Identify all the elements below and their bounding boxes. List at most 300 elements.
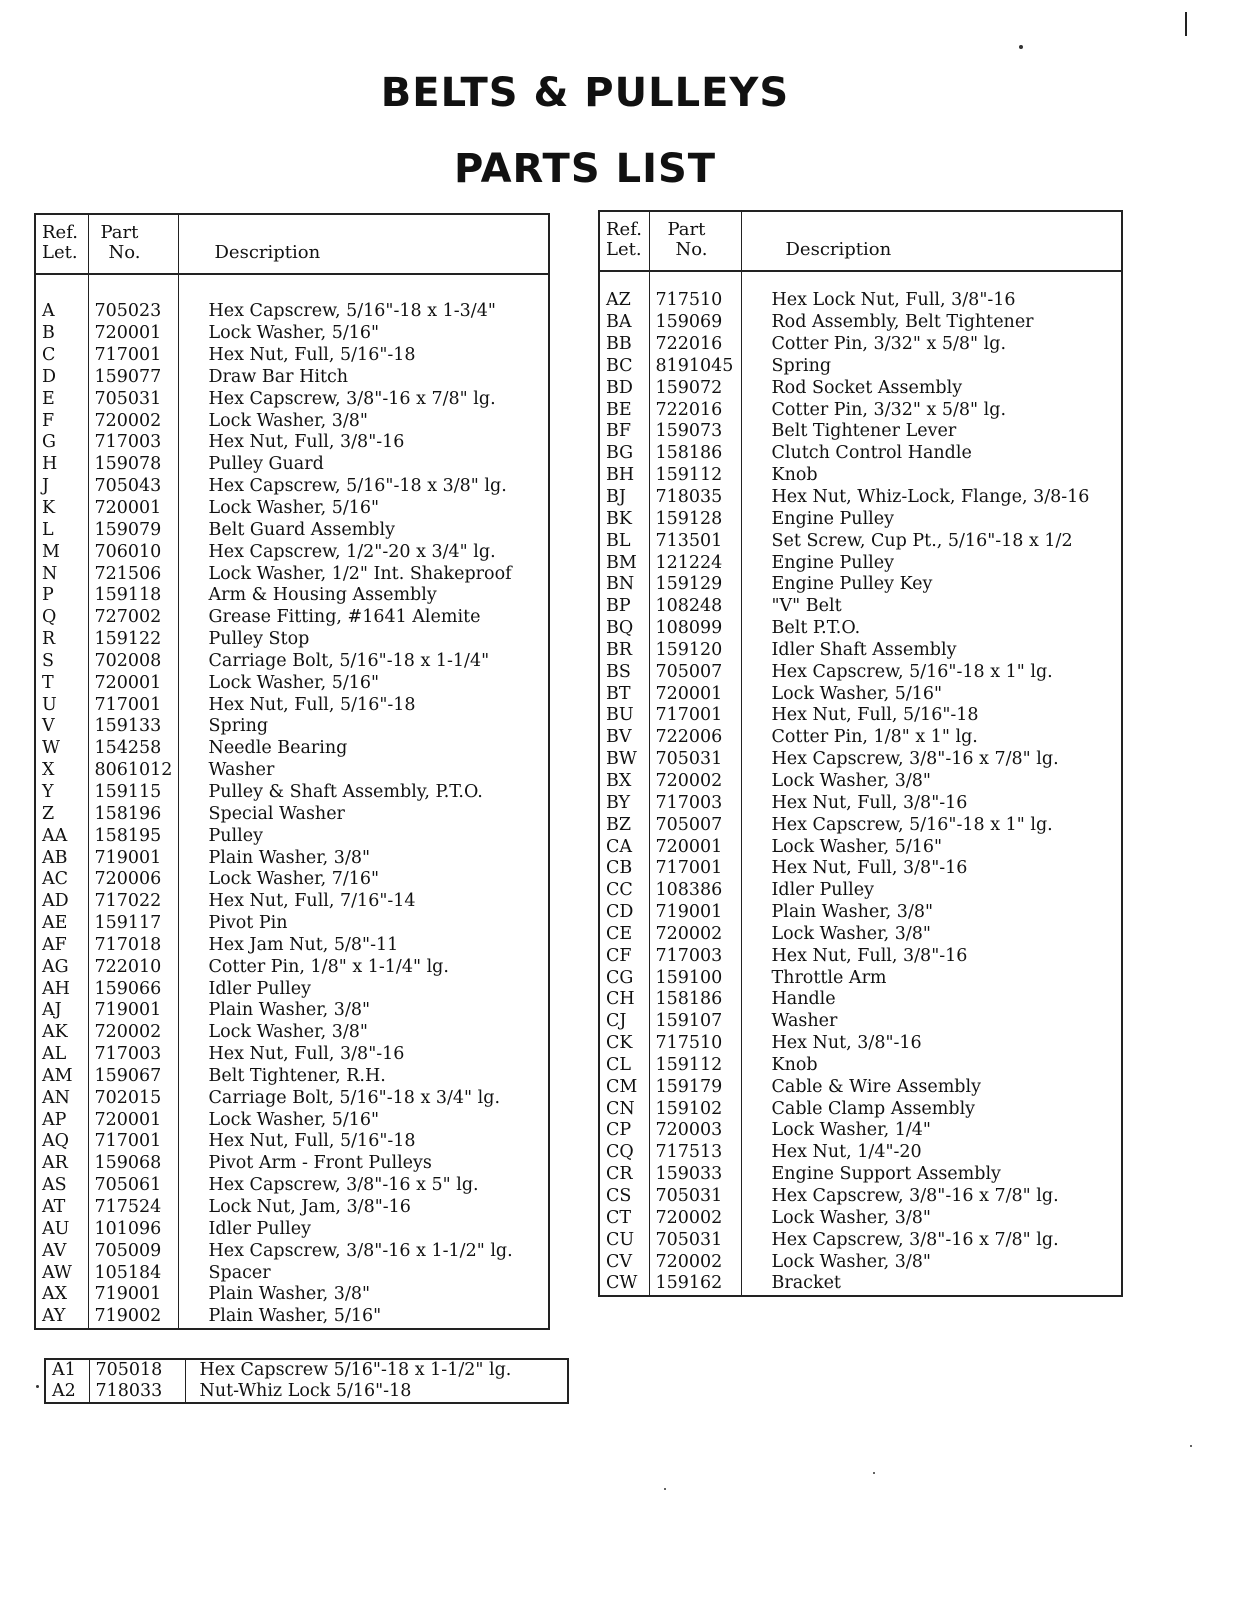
part-number-cell: 717018	[88, 934, 178, 956]
ref-letter-cell: AB	[35, 847, 88, 869]
description-cell: Hex Capscrew, 3/8"-16 x 7/8" lg.	[771, 1229, 1059, 1250]
table-row	[35, 934, 549, 956]
ref-letter-cell: CM	[599, 1076, 649, 1098]
description-cell: Plain Washer, 3/8"	[208, 847, 371, 868]
description-cell: Idler Pulley	[771, 880, 874, 901]
ref-letter-cell: CF	[599, 945, 649, 967]
description-cell: Hex Lock Nut, Full, 3/8"-16	[771, 290, 1016, 311]
table-row	[35, 585, 549, 607]
ref-letter-cell: BR	[599, 640, 649, 662]
table-row	[35, 323, 549, 345]
description-cell: Lock Washer, 1/2" Int. Shakeproof	[208, 563, 512, 584]
part-number-cell: 722016	[649, 399, 741, 421]
table-row	[599, 465, 1122, 487]
description-cell: Lock Washer, 3/8"	[771, 1207, 931, 1228]
table-row	[599, 902, 1122, 924]
table-row	[35, 345, 549, 367]
part-number-cell: 159112	[649, 465, 741, 487]
ref-letter-cell: N	[35, 563, 88, 585]
part-number-cell: 158195	[88, 825, 178, 847]
part-number-cell: 158186	[649, 443, 741, 465]
part-number-cell: 727002	[88, 607, 178, 629]
table-row	[599, 661, 1122, 683]
description-cell: Hex Nut, Full, 3/8"-16	[771, 858, 968, 879]
part-number-cell: 158196	[88, 803, 178, 825]
description-cell: Carriage Bolt, 5/16"-18 x 1-1/4"	[208, 650, 490, 671]
right-table-body	[599, 271, 1122, 1296]
part-number-cell: 705007	[649, 661, 741, 683]
table-row	[35, 1087, 549, 1109]
description-cell: Washer	[771, 1011, 838, 1032]
ref-letter-cell: BE	[599, 399, 649, 421]
part-number-cell: 159107	[649, 1011, 741, 1033]
description-cell: Lock Washer, 5/16"	[208, 498, 380, 519]
table-row	[599, 1164, 1122, 1186]
description-cell: Grease Fitting, #1641 Alemite	[208, 607, 481, 628]
part-number-cell: 101096	[88, 1218, 178, 1240]
table-row	[35, 1262, 549, 1284]
part-number-cell: 705031	[649, 1186, 741, 1208]
ref-letter-cell: BF	[599, 421, 649, 443]
ref-letter-cell: AX	[35, 1284, 88, 1306]
description-cell: Hex Capscrew, 3/8"-16 x 7/8" lg.	[771, 749, 1059, 770]
description-cell: Knob	[771, 465, 818, 486]
description-cell: Idler Pulley	[208, 1218, 311, 1239]
description-cell: Pivot Arm - Front Pulleys	[208, 1153, 432, 1174]
ref-letter-cell: BU	[599, 705, 649, 727]
part-number-cell: 720002	[88, 410, 178, 432]
table-row	[35, 1022, 549, 1044]
table-row	[599, 880, 1122, 902]
table-row	[599, 640, 1122, 662]
ref-letter-cell: CT	[599, 1207, 649, 1229]
description-cell: Hex Nut, Full, 5/16"-18	[771, 705, 979, 726]
table-row	[599, 1120, 1122, 1142]
description-cell: Hex Nut, 1/4"-20	[771, 1142, 922, 1163]
table-row	[599, 792, 1122, 814]
table-row	[35, 694, 549, 716]
description-cell: Arm & Housing Assembly	[208, 585, 437, 606]
part-number-cell: 719001	[649, 902, 741, 924]
ref-letter-cell: AC	[35, 869, 88, 891]
ref-letter-cell: K	[35, 498, 88, 520]
description-cell: Spring	[208, 716, 269, 737]
part-number-cell: 159078	[88, 454, 178, 476]
table-row	[35, 738, 549, 760]
ref-letter-cell: BC	[599, 356, 649, 378]
description-cell: Lock Washer, 3/8"	[771, 1251, 931, 1272]
part-number-cell: 159128	[649, 508, 741, 530]
table-row	[599, 508, 1122, 530]
ref-letter-cell: AA	[35, 825, 88, 847]
ref-letter-cell: CU	[599, 1229, 649, 1251]
ref-letter-cell: Y	[35, 782, 88, 804]
description-cell: Cable & Wire Assembly	[771, 1076, 981, 1097]
description-cell: Hex Nut, 3/8"-16	[771, 1033, 922, 1054]
part-number-cell: 719002	[88, 1306, 178, 1329]
ref-letter-cell: M	[35, 541, 88, 563]
table-row	[599, 399, 1122, 421]
table-row	[599, 727, 1122, 749]
table-row	[599, 596, 1122, 618]
scan-speck	[873, 1472, 875, 1474]
table-row	[599, 858, 1122, 880]
part-number-cell: 705031	[649, 1229, 741, 1251]
table-header-row	[599, 211, 1122, 271]
ref-letter-cell: AD	[35, 891, 88, 913]
table-row	[599, 771, 1122, 793]
table-row	[35, 651, 549, 673]
description-cell: Hex Nut, Full, 3/8"-16	[208, 432, 405, 453]
part-number-cell: 719001	[88, 847, 178, 869]
description-cell: Hex Capscrew, 3/8"-16 x 7/8" lg.	[208, 388, 496, 409]
table-row	[35, 1000, 549, 1022]
description-cell: Hex Nut, Full, 7/16"-14	[208, 891, 416, 912]
spacer-row	[35, 274, 549, 301]
part-number-cell: 8191045	[649, 356, 741, 378]
part-number-cell: 720001	[88, 1109, 178, 1131]
description-cell: Lock Washer, 3/8"	[208, 1022, 368, 1043]
part-number-cell: 717001	[649, 705, 741, 727]
description-cell: Lock Washer, 3/8"	[208, 410, 368, 431]
part-number-cell: 108099	[649, 618, 741, 640]
part-number-cell: 720002	[649, 1207, 741, 1229]
part-number-cell: 719001	[88, 1000, 178, 1022]
part-number-cell: 159112	[649, 1055, 741, 1077]
description-cell: Hex Capscrew, 5/16"-18 x 3/8" lg.	[208, 476, 507, 497]
part-number-cell: 720001	[88, 672, 178, 694]
ref-letter-cell: BD	[599, 377, 649, 399]
table-row	[599, 356, 1122, 378]
ref-letter-cell: CC	[599, 880, 649, 902]
table-row	[35, 454, 549, 476]
part-number-cell: 159100	[649, 967, 741, 989]
table-row	[35, 1306, 549, 1329]
table-row	[599, 312, 1122, 334]
ref-letter-cell: CK	[599, 1033, 649, 1055]
table-row	[35, 367, 549, 389]
ref-letter-cell: C	[35, 345, 88, 367]
description-cell: Hex Capscrew, 5/16"-18 x 1" lg.	[771, 814, 1053, 835]
table-row	[599, 1142, 1122, 1164]
ref-letter-cell: BL	[599, 530, 649, 552]
description-cell: Throttle Arm	[771, 967, 887, 988]
ref-letter-cell: L	[35, 519, 88, 541]
table-row	[599, 530, 1122, 552]
description-cell: Hex Capscrew 5/16"-18 x 1-1/2" lg.	[199, 1360, 512, 1380]
ref-letter-header: Ref. Let.	[35, 214, 88, 274]
ref-letter-cell: BH	[599, 465, 649, 487]
description-cell: Engine Support Assembly	[771, 1164, 1001, 1185]
ref-letter-cell: AH	[35, 978, 88, 1000]
description-cell: Spring	[771, 355, 832, 376]
description-header: Description	[741, 211, 1122, 271]
description-cell: Knob	[771, 1054, 818, 1075]
ref-letter-cell: AK	[35, 1022, 88, 1044]
ref-letter-cell: CD	[599, 902, 649, 924]
ref-letter-cell: Z	[35, 803, 88, 825]
description-cell: Hex Nut, Full, 3/8"-16	[771, 792, 968, 813]
description-cell: Hex Capscrew, 3/8"-16 x 1-1/2" lg.	[208, 1240, 513, 1261]
description-cell: Handle	[771, 989, 836, 1010]
ref-letter-cell: BJ	[599, 487, 649, 509]
description-cell: Rod Assembly, Belt Tightener	[771, 312, 1034, 333]
ref-letter-cell: P	[35, 585, 88, 607]
part-number-cell: 720002	[88, 1022, 178, 1044]
description-cell: Hex Capscrew, 3/8"-16 x 7/8" lg.	[771, 1186, 1059, 1207]
ref-letter-cell: BM	[599, 552, 649, 574]
part-number-cell: 159072	[649, 377, 741, 399]
part-number-cell: 720002	[649, 1251, 741, 1273]
description-cell: Belt Tightener, R.H.	[208, 1065, 386, 1086]
part-number-cell: 717001	[88, 345, 178, 367]
ref-letter-cell: F	[35, 410, 88, 432]
page-subtitle: PARTS LIST	[453, 146, 717, 192]
ref-letter-cell: AS	[35, 1175, 88, 1197]
table-row	[35, 388, 549, 410]
description-cell: Cotter Pin, 1/8" x 1-1/4" lg.	[208, 956, 449, 977]
part-number-header: Part No.	[88, 214, 178, 274]
ref-letter-cell: BN	[599, 574, 649, 596]
part-number-cell: 159068	[88, 1153, 178, 1175]
description-cell: Lock Washer, 1/4"	[771, 1120, 931, 1141]
description-cell: Rod Socket Assembly	[771, 377, 963, 398]
ref-letter-cell: CN	[599, 1098, 649, 1120]
part-number-cell: 121224	[649, 552, 741, 574]
part-number-cell: 706010	[88, 541, 178, 563]
ref-letter-cell: T	[35, 672, 88, 694]
part-number-cell: 154258	[88, 738, 178, 760]
table-row	[599, 574, 1122, 596]
table-row	[35, 563, 549, 585]
ref-letter-cell: BX	[599, 771, 649, 793]
ref-letter-cell: R	[35, 629, 88, 651]
part-number-cell: 702008	[88, 651, 178, 673]
description-cell: Hex Nut, Whiz-Lock, Flange, 3/8-16	[771, 487, 1090, 508]
part-number-cell: 159077	[88, 367, 178, 389]
table-row	[599, 1186, 1122, 1208]
table-row	[35, 1131, 549, 1153]
part-number-cell: 718035	[649, 487, 741, 509]
ref-letter-cell: B	[35, 323, 88, 345]
scan-speck	[36, 1385, 39, 1388]
ref-letter-cell: CW	[599, 1273, 649, 1296]
table-row	[599, 814, 1122, 836]
ref-letter-cell: AY	[35, 1306, 88, 1329]
ref-letter-cell: X	[35, 760, 88, 782]
description-cell: Special Washer	[208, 803, 345, 824]
description-cell: Lock Washer, 3/8"	[771, 923, 931, 944]
description-cell: Hex Nut, Full, 3/8"-16	[771, 945, 968, 966]
part-number-cell: 159122	[88, 629, 178, 651]
part-number-cell: 717513	[649, 1142, 741, 1164]
table-row	[599, 421, 1122, 443]
description-cell: Bracket	[771, 1273, 841, 1294]
table-row	[599, 1251, 1122, 1273]
table-header-row	[35, 214, 549, 274]
table-row	[35, 629, 549, 651]
part-number-cell: 158186	[649, 989, 741, 1011]
table-row	[35, 891, 549, 913]
description-cell: Pulley Stop	[208, 629, 310, 650]
part-number-cell: 722006	[649, 727, 741, 749]
table-row	[35, 432, 549, 454]
ref-letter-cell: BA	[599, 312, 649, 334]
description-cell: Pulley & Shaft Assembly, P.T.O.	[208, 781, 483, 802]
table-row	[35, 410, 549, 432]
table-row	[35, 498, 549, 520]
table-row	[599, 749, 1122, 771]
part-number-cell: 159179	[649, 1076, 741, 1098]
table-row	[35, 760, 549, 782]
part-number-cell: 705018	[89, 1359, 185, 1381]
description-cell: Plain Washer, 3/8"	[208, 1000, 371, 1021]
ref-letter-cell: CL	[599, 1055, 649, 1077]
table-row	[599, 1207, 1122, 1229]
table-row	[599, 1076, 1122, 1098]
ref-letter-cell: AQ	[35, 1131, 88, 1153]
part-number-cell: 720006	[88, 869, 178, 891]
part-number-cell: 705007	[649, 814, 741, 836]
table-row	[35, 476, 549, 498]
table-row	[35, 782, 549, 804]
part-number-cell: 159066	[88, 978, 178, 1000]
ref-letter-cell: CP	[599, 1120, 649, 1142]
ref-letter-cell: BG	[599, 443, 649, 465]
table-row	[35, 978, 549, 1000]
description-cell: "V" Belt	[771, 596, 842, 617]
part-number-cell: 159129	[649, 574, 741, 596]
description-cell: Idler Shaft Assembly	[771, 639, 957, 660]
description-header: Description	[178, 214, 549, 274]
description-cell: Engine Pulley Key	[771, 574, 933, 595]
part-number-cell: 108386	[649, 880, 741, 902]
description-cell: Cotter Pin, 1/8" x 1" lg.	[771, 727, 978, 748]
supplement-table-body	[45, 1359, 568, 1403]
part-number-cell: 718033	[89, 1381, 185, 1403]
description-cell: Idler Pulley	[208, 978, 311, 999]
part-number-cell: 717001	[88, 694, 178, 716]
description-cell: Cotter Pin, 3/32" x 5/8" lg.	[771, 334, 1007, 355]
table-row	[35, 847, 549, 869]
description-cell: Hex Capscrew, 5/16"-18 x 1" lg.	[771, 661, 1053, 682]
table-row	[35, 1044, 549, 1066]
part-number-cell: 722016	[649, 334, 741, 356]
ref-letter-cell: G	[35, 432, 88, 454]
ref-letter-cell: AW	[35, 1262, 88, 1284]
description-cell: Hex Capscrew, 3/8"-16 x 5" lg.	[208, 1175, 479, 1196]
table-row	[35, 1153, 549, 1175]
part-number-cell: 159117	[88, 913, 178, 935]
table-row	[35, 541, 549, 563]
part-number-cell: 108248	[649, 596, 741, 618]
table-row	[599, 945, 1122, 967]
description-cell: Lock Washer, 7/16"	[208, 869, 380, 890]
part-number-cell: 159033	[649, 1164, 741, 1186]
ref-letter-cell: BS	[599, 661, 649, 683]
table-row	[599, 377, 1122, 399]
ref-letter-cell: BP	[599, 596, 649, 618]
description-cell: Washer	[208, 760, 275, 781]
table-row	[35, 672, 549, 694]
ref-letter-cell: AT	[35, 1197, 88, 1219]
description-cell: Plain Washer, 3/8"	[771, 902, 934, 923]
description-cell: Lock Washer, 3/8"	[771, 770, 931, 791]
table-row	[35, 1197, 549, 1219]
part-number-cell: 720002	[649, 771, 741, 793]
description-cell: Cotter Pin, 3/32" x 5/8" lg.	[771, 399, 1007, 420]
part-number-cell: 159133	[88, 716, 178, 738]
ref-letter-cell: AG	[35, 956, 88, 978]
ref-letter-cell: AN	[35, 1087, 88, 1109]
ref-letter-cell: D	[35, 367, 88, 389]
part-number-cell: 705043	[88, 476, 178, 498]
ref-letter-cell: A1	[45, 1359, 89, 1381]
description-cell: Carriage Bolt, 5/16"-18 x 3/4" lg.	[208, 1087, 501, 1108]
ref-letter-cell: S	[35, 651, 88, 673]
table-row	[35, 1109, 549, 1131]
table-row	[599, 487, 1122, 509]
table-row	[599, 1229, 1122, 1251]
table-row	[35, 869, 549, 891]
ref-letter-header: Ref. Let.	[599, 211, 649, 271]
ref-letter-cell: J	[35, 476, 88, 498]
description-cell: Belt Guard Assembly	[208, 519, 395, 540]
part-number-cell: 705031	[88, 388, 178, 410]
page-title: BELTS & PULLEYS	[380, 70, 790, 116]
table-row	[599, 552, 1122, 574]
ref-letter-cell: BW	[599, 749, 649, 771]
table-row	[599, 923, 1122, 945]
part-number-cell: 717001	[649, 858, 741, 880]
description-cell: Pulley	[208, 825, 263, 846]
part-number-cell: 105184	[88, 1262, 178, 1284]
part-number-cell: 717003	[649, 945, 741, 967]
description-cell: Belt P.T.O.	[771, 618, 861, 639]
part-number-cell: 720001	[88, 498, 178, 520]
ref-letter-cell: AU	[35, 1218, 88, 1240]
description-cell: Lock Washer, 5/16"	[208, 323, 380, 344]
part-number-cell: 705023	[88, 301, 178, 323]
part-number-cell: 159067	[88, 1066, 178, 1088]
description-cell: Pivot Pin	[208, 913, 288, 934]
table-row	[599, 334, 1122, 356]
left-table-body	[35, 274, 549, 1329]
ref-letter-cell: W	[35, 738, 88, 760]
table-row	[599, 1055, 1122, 1077]
ref-letter-cell: CG	[599, 967, 649, 989]
description-cell: Nut-Whiz Lock 5/16"-18	[199, 1381, 412, 1401]
ref-letter-cell: H	[35, 454, 88, 476]
scan-edge-mark	[1185, 12, 1187, 36]
spacer-row	[599, 271, 1122, 290]
part-number-cell: 722010	[88, 956, 178, 978]
part-number-cell: 159073	[649, 421, 741, 443]
parts-table-supplement	[44, 1358, 569, 1404]
ref-letter-cell: CH	[599, 989, 649, 1011]
part-number-cell: 717003	[649, 792, 741, 814]
ref-letter-cell: BT	[599, 683, 649, 705]
part-number-cell: 159118	[88, 585, 178, 607]
description-cell: Hex Nut, Full, 3/8"-16	[208, 1044, 405, 1065]
part-number-cell: 705031	[649, 749, 741, 771]
ref-letter-cell: CV	[599, 1251, 649, 1273]
ref-letter-cell: AP	[35, 1109, 88, 1131]
description-cell: Plain Washer, 5/16"	[208, 1306, 382, 1327]
part-number-cell: 159115	[88, 782, 178, 804]
ref-letter-cell: V	[35, 716, 88, 738]
part-number-cell: 159079	[88, 519, 178, 541]
